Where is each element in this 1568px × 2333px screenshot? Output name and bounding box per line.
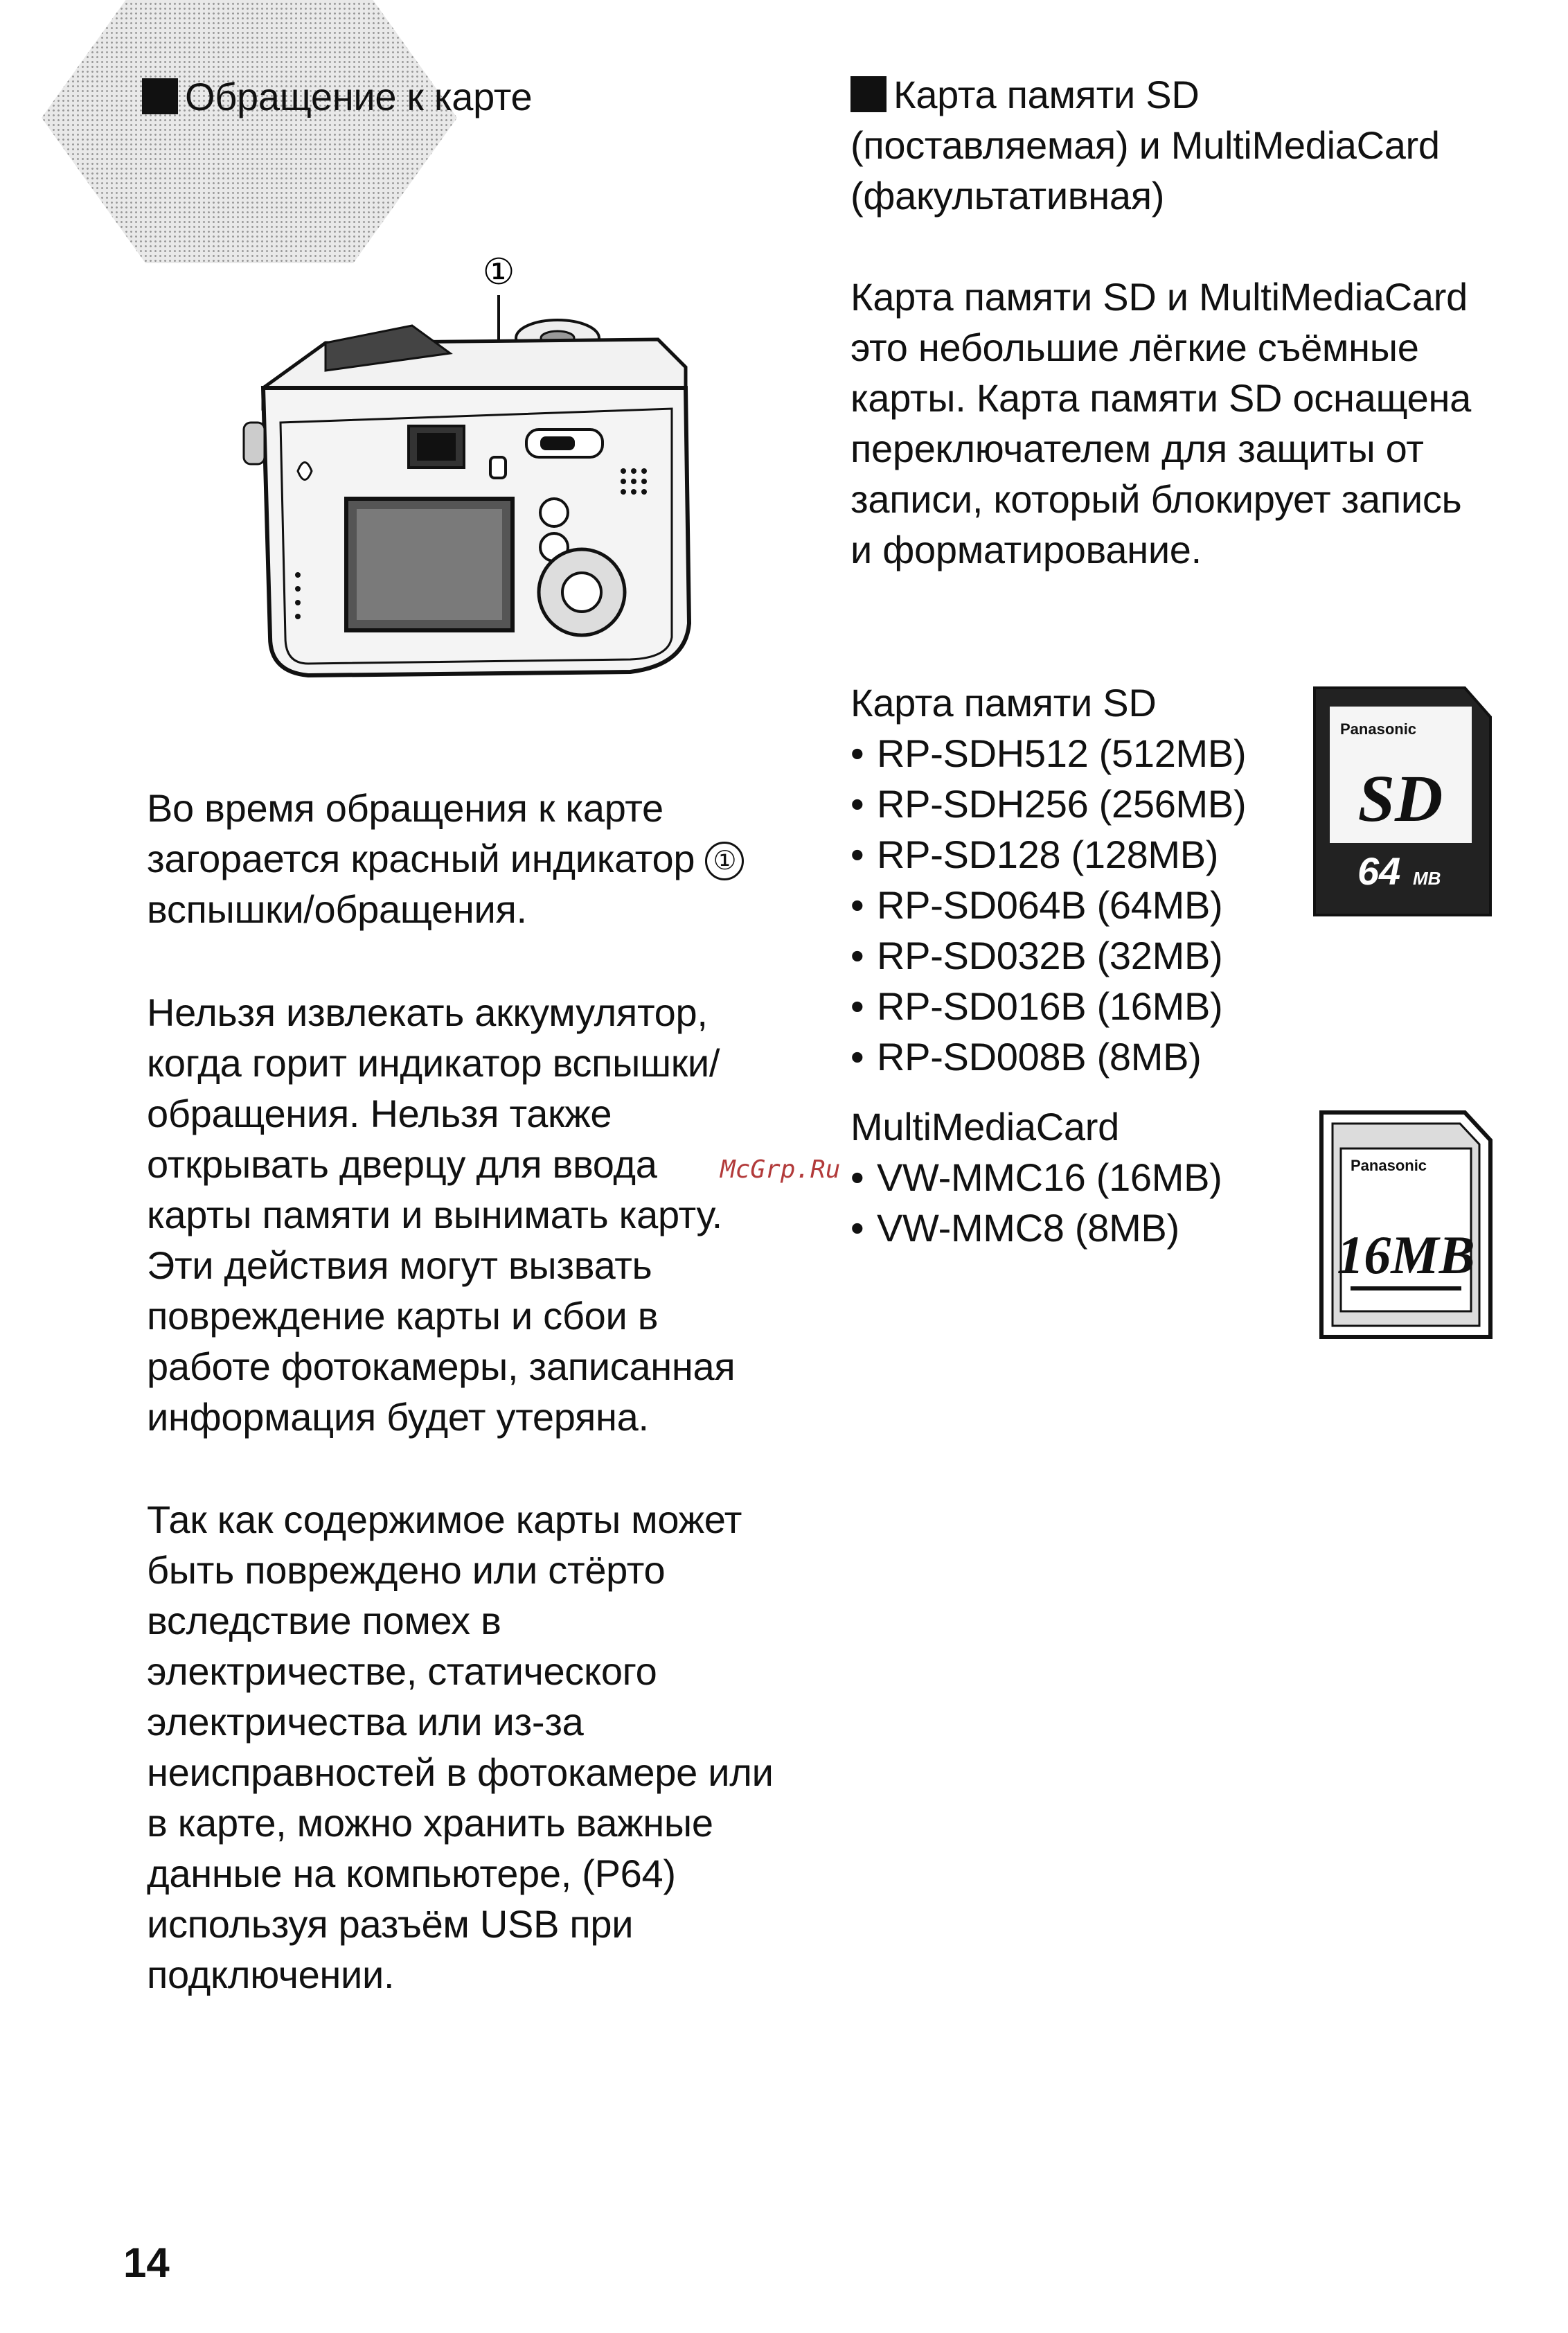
list-item: • RP-SDH256 (256MB) <box>850 779 1335 829</box>
mmc-model-list <box>850 1152 1335 1253</box>
sd-model-list <box>850 728 1335 1082</box>
list-item: • RP-SDH512 (512MB) <box>850 728 1335 779</box>
watermark: McGrp.Ru <box>720 1155 841 1184</box>
section-heading-card-access: Обращение к карте <box>142 71 532 122</box>
sd-card-brand: Panasonic <box>1340 720 1417 738</box>
heading-square-icon <box>850 76 887 112</box>
paragraph-backup: Так как содержимое карты может быть повреждено или стёрто вследствие помех в электричестве, статического электричества или из-за неисправностей в фотокамере или в карте, можно хранить важные данные на компьютере, (P64) используя разъём USB при подключении. <box>147 1498 774 1996</box>
callout-marker-1: ① <box>482 251 515 293</box>
section-heading-cards: Карта памяти SD (поставляемая) и MultiMediaCard (факультативная) <box>850 73 1440 218</box>
sd-list-title: Карта памяти SD <box>850 681 1157 725</box>
indicator-marker-1: ① <box>705 842 744 880</box>
list-item: • RP-SD128 (128MB) <box>850 829 1335 880</box>
sd-card-unit: MB <box>1413 868 1441 889</box>
halftone-hexagon-decoration <box>42 0 457 263</box>
mmc-card-capacity: 16MB <box>1337 1225 1475 1285</box>
page-number: 14 <box>123 2239 170 2286</box>
mmc-card-list <box>850 1101 1335 1253</box>
sd-card-image <box>1309 682 1496 925</box>
mmc-card-drawing <box>1316 1107 1496 1342</box>
list-item: • VW-MMC16 (16MB) <box>850 1152 1335 1203</box>
sd-card-logo: SD <box>1357 761 1443 835</box>
mmc-card-image <box>1316 1107 1496 1346</box>
camera-illustration <box>242 249 713 724</box>
list-item: • RP-SD064B (64MB) <box>850 880 1335 930</box>
list-item: • RP-SD008B (8MB) <box>850 1031 1335 1082</box>
mmc-list-title: MultiMediaCard <box>850 1105 1119 1148</box>
list-item: • RP-SD016B (16MB) <box>850 981 1335 1031</box>
list-item: • RP-SD032B (32MB) <box>850 930 1335 981</box>
paragraph-warning: Нельзя извлекать аккумулятор, когда горит индикатор вспышки/ обращения. Нельзя также открывать дверцу для ввода карты памяти и вынимать карту. Эти действия могут вызвать повреждение карты и сбои в работе фотокамеры, записанная информация будет утеряна. <box>147 991 736 1439</box>
paragraph-indicator: Во время обращения к карте загорается красный индикатор ① вспышки/обращения. <box>147 783 812 934</box>
sd-card-drawing <box>1309 682 1496 921</box>
mmc-card-brand: Panasonic <box>1351 1157 1427 1174</box>
sd-card-list <box>850 677 1335 1082</box>
camera-drawing <box>242 249 713 720</box>
list-item: • VW-MMC8 (8MB) <box>850 1203 1335 1253</box>
paragraph-cards-intro: Карта памяти SD и MultiMediaCard это небольшие лёгкие съёмные карты. Карта памяти SD оснащена переключателем для защиты от записи, который блокирует запись и форматирование. <box>850 275 1471 571</box>
sd-card-capacity: 64 <box>1357 849 1401 893</box>
heading-square-icon <box>142 78 178 114</box>
